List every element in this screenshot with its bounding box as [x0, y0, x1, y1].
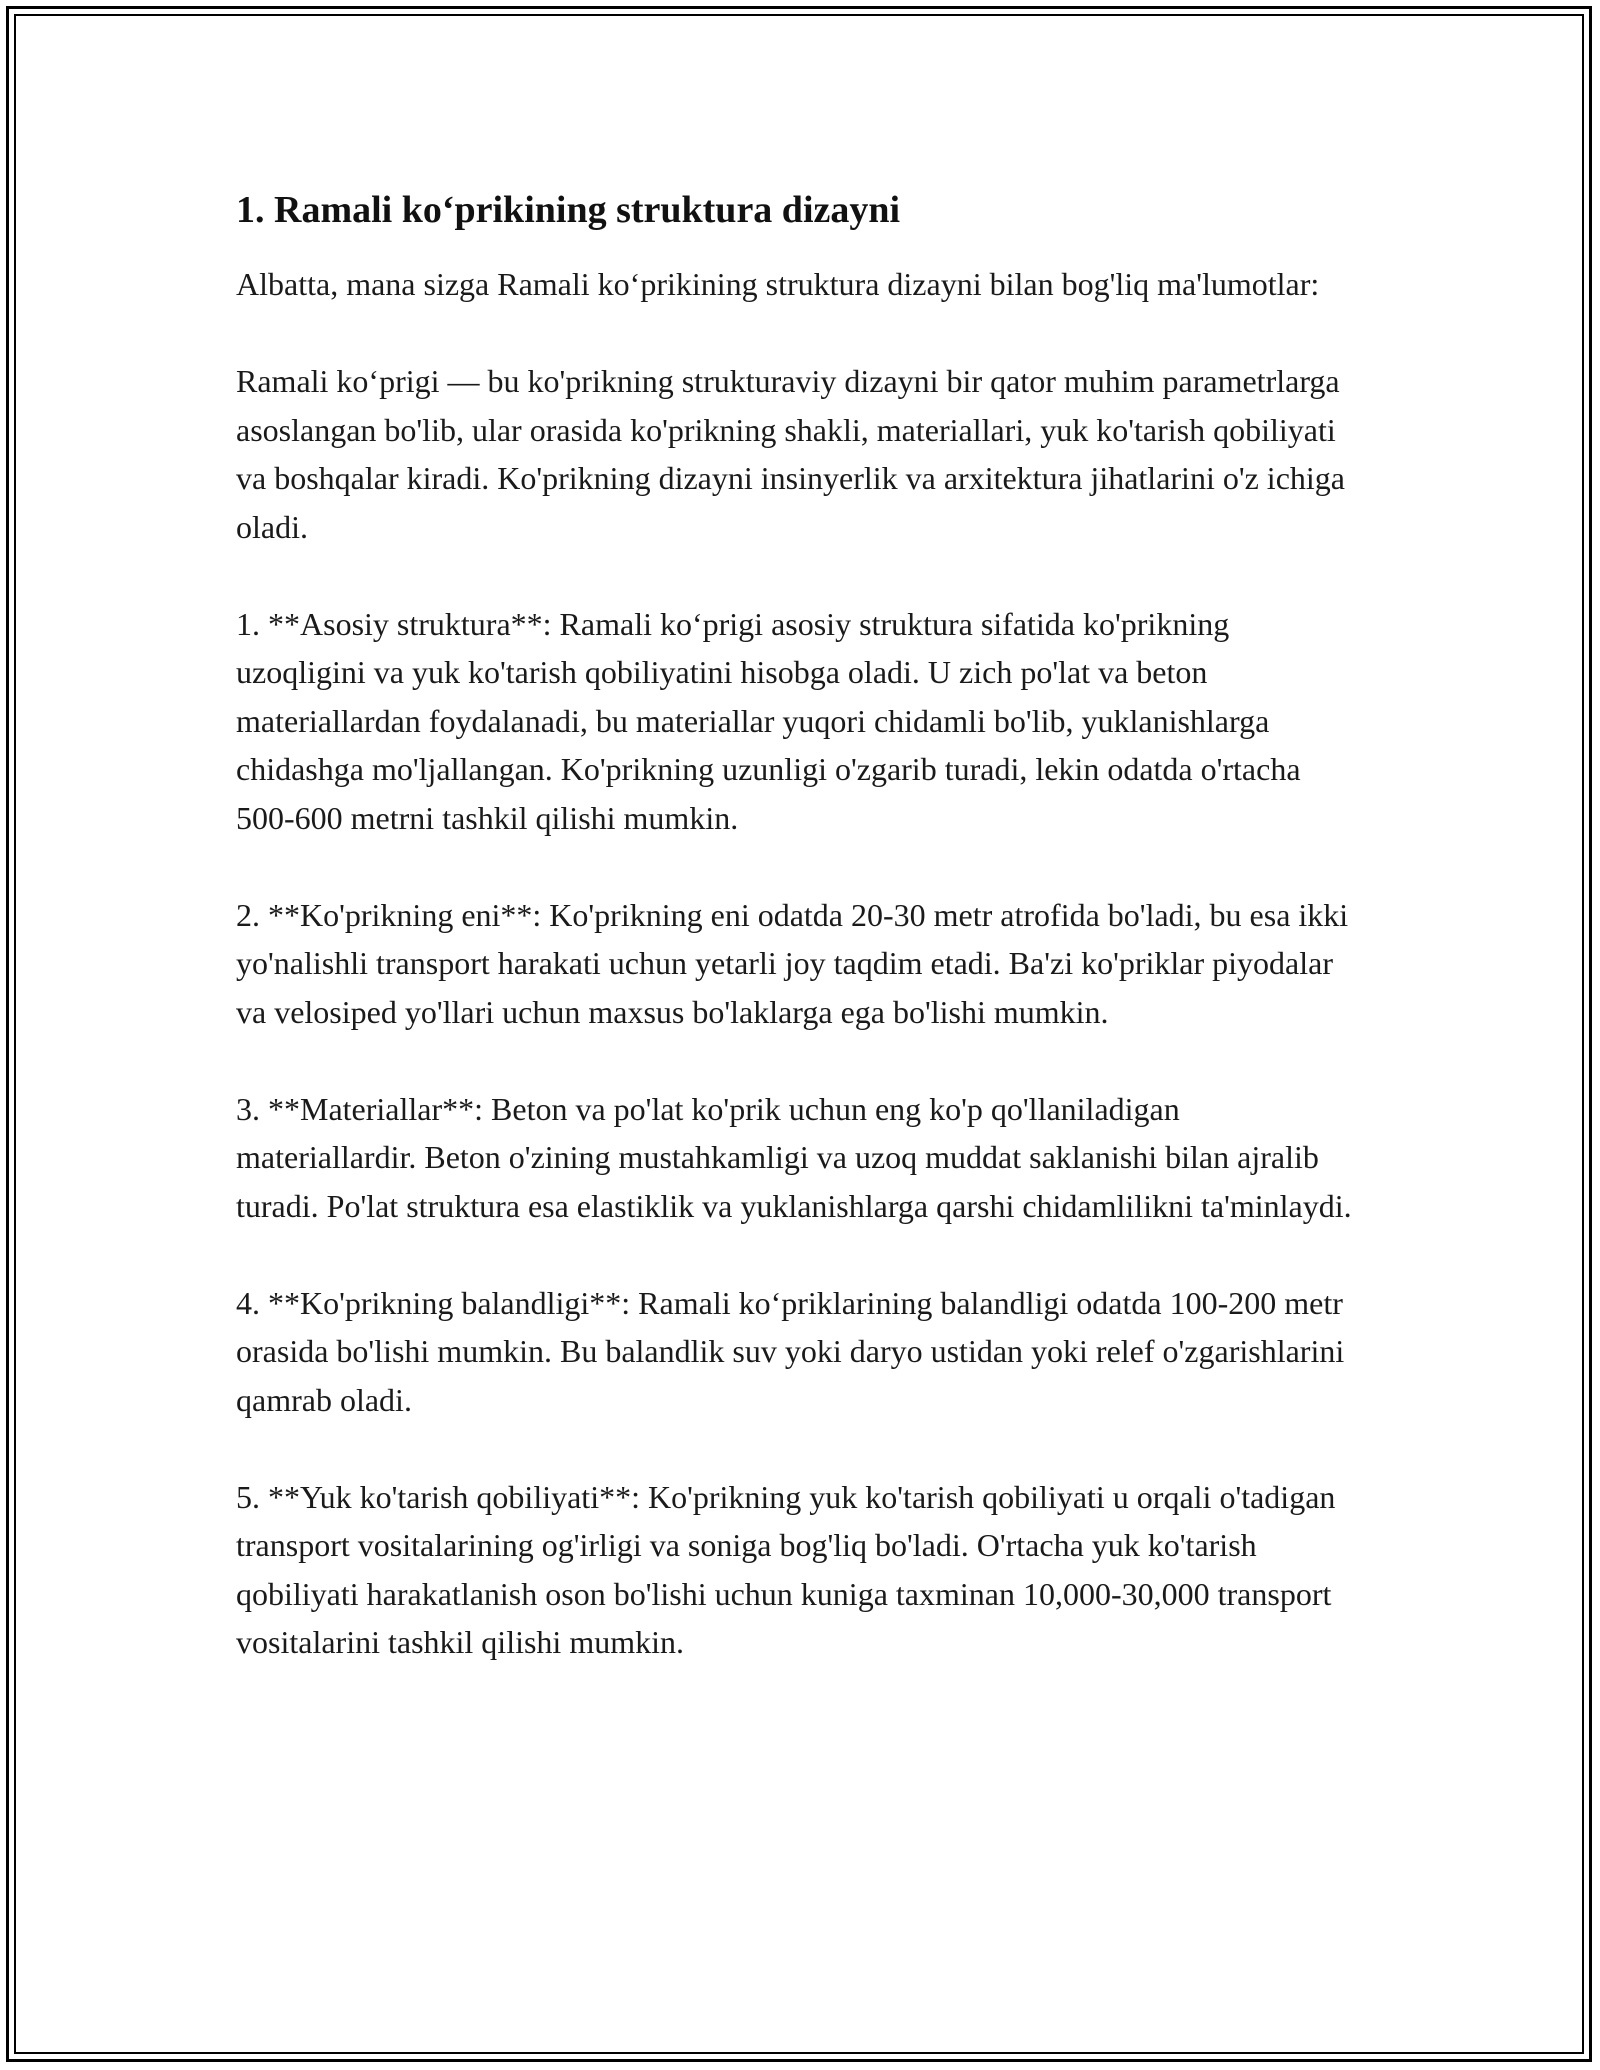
- intro-paragraph: Albatta, mana sizga Ramali ko‘prikining struktura dizayni bilan bog'liq ma'lumotlar:: [236, 266, 1320, 302]
- list-item-bridge-width: 2. **Ko'prikning eni**: Ko'prikning eni odatda 20-30 metr atrofida bo'ladi, bu esa ikki yo'nalishli transport harakati uchun yetarli joy taqdim etadi. Ba'zi ko'priklar piyodalar va velosiped yo'llari uchun maxsus bo'laklarga ega bo'lishi mumkin.: [236, 896, 1349, 1030]
- list-item-main-structure: 1. **Asosiy struktura**: Ramali ko‘prigi asosiy struktura sifatida ko'prikning uzoqligini va yuk ko'tarish qobiliyatini hisobga oladi. U zich po'lat va beton materiallardan foydalanadi, bu materiallar yuqori chidamli bo'lib, yuklanishlarga chidashga mo'ljallangan. Ko'prikning uzunligi o'zgarib turadi, lekin odatda o'rtacha 500-600 metrni tashkil qilishi mumkin.: [236, 605, 1301, 836]
- list-item-materials: 3. **Materiallar**: Beton va po'lat ko'prik uchun eng ko'p qo'llaniladigan materiallardir. Beton o'zining mustahkamligi va uzoq muddat saklanishi bilan ajralib turadi. Po'lat struktura esa elastiklik va yuklanishlarga qarshi chidamlilikni ta'minlaydi.: [236, 1090, 1352, 1224]
- list-item-bridge-height: 4. **Ko'prikning balandligi**: Ramali ko‘priklarining balandligi odatda 100-200 metr orasida bo'lishi mumkin. Bu balandlik suv yoki daryo ustidan yoki relef o'zgarishlarini qamrab oladi.: [236, 1284, 1345, 1418]
- overview-paragraph: Ramali ko‘prigi — bu ko'prikning strukturaviy dizayni bir qator muhim parametrlarga asoslangan bo'lib, ular orasida ko'prikning shakli, materiallari, yuk ko'tarish qobiliyati va boshqalar kiradi. Ko'prikning dizayni insinyerlik va arxitektura jihatlarini o'z ichiga oladi.: [236, 363, 1345, 545]
- document-title: 1. Ramali ko‘prikining struktura dizayni: [236, 189, 901, 231]
- document-body: [236, 186, 1366, 1667]
- list-item-load-capacity: 5. **Yuk ko'tarish qobiliyati**: Ko'prikning yuk ko'tarish qobiliyati u orqali o'tadigan transport vositalarining og'irligi va soniga bog'liq bo'ladi. O'rtacha yuk ko'tarish qobiliyati harakatlanish oson bo'lishi uchun kuniga taxminan 10,000-30,000 transport vositalarini tashkil qilishi mumkin.: [236, 1478, 1336, 1660]
